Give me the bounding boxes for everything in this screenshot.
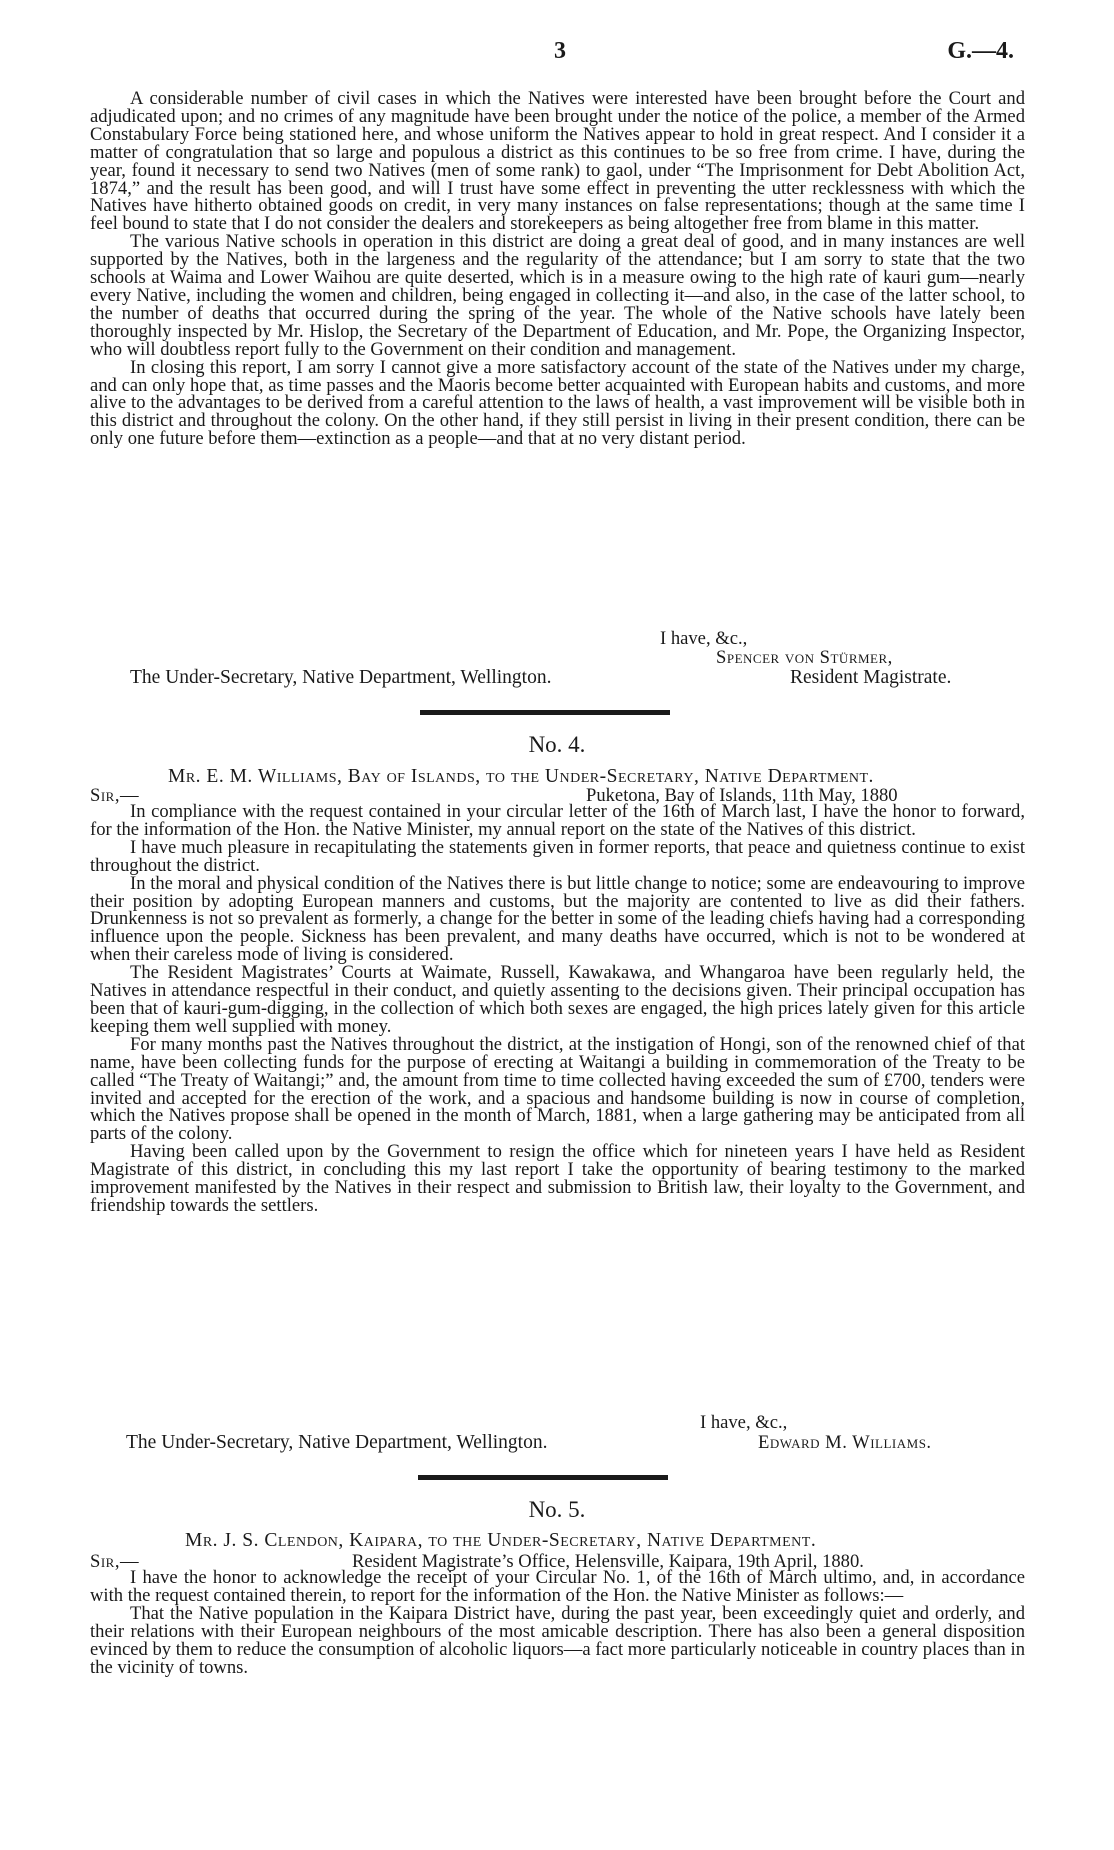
section-divider <box>418 1475 668 1480</box>
paragraph: I have much pleasure in recapitulating the statements given in former reports, that peace and quietness continue to exist throughout the district. <box>90 836 1025 876</box>
salutation: Sir,— <box>90 785 140 806</box>
paragraph: A considerable number of civil cases in which the Natives were interested have been brought before the Court and adjudicated upon; and no crimes of any magnitude have been brought under the notice of the police, a member of the Armed Constabulary Force being stationed here, and whose uniform the Natives appear to hold in great respect. And I consider it a matter of congratulation that so large and populous a district as this continues to be so free from crime. I have, during the year, found it necessary to send two Natives (men of some rank) to gaol, under “The Imprisonment for Debt Abolition Act, 1874,” and the result has been good, and will I trust have some effect in preventing the utter recklessness with which the Natives have hitherto obtained goods on credit, in very many instances on false representations; though at the same time I feel bound to state that I do not consider the dealers and storekeepers as being altogether free from blame in this matter. <box>90 88 1025 235</box>
paragraph: In closing this report, I am sorry I cannot give a more satisfactory account of the state of the Natives under my charge, and can only hope that, as time passes and the Maoris become better acquainted with European habits and customs, and more alive to the advantages to be derived from a careful attention to the laws of health, a vast improvement will be visible both in this district and throughout the colony. On the other hand, if they still persist in living in their present condition, there can be only one future before them—extinction as a people—and that at no very distant period. <box>90 356 1025 450</box>
addressee: The Under-Secretary, Native Department, Wellington. <box>130 667 552 688</box>
page-header <box>0 38 1114 70</box>
place-date: Resident Magistrate’s Office, Helensville, Kaipara, 19th April, 1880. <box>352 1551 864 1572</box>
letter-heading: Mr. J. S. Clendon, Kaipara, to the Under-Secretary, Native Department. <box>185 1530 817 1551</box>
page-number: 3 <box>554 38 566 64</box>
paragraph: Having been called upon by the Government to resign the office which for nineteen years I have held as Resident Magistrate of this district, in concluding this my last report I take the opportunity of bearing testimony to the marked improvement manifested by the Natives in their respect and submission to British law, their loyalty to the Government, and friendship towards the settlers. <box>90 1141 1025 1216</box>
closing-line: I have, &c., <box>660 628 748 649</box>
paragraph: In compliance with the request contained in your circular letter of the 16th of March last, I have the honor to forward, for the information of the Hon. the Native Minister, my annual report on the state of the Natives of this district. <box>90 801 1025 840</box>
section-divider <box>420 710 670 715</box>
place-date: Puketona, Bay of Islands, 11th May, 1880 <box>586 785 898 806</box>
paragraph: In the moral and physical condition of the Natives there is but little change to notice; some are endeavouring to improve their position by adopting European manners and customs, but the majority are contented to live as did their fathers. Drunkenness is not so prevalent as formerly, a change for the better in some of the leading chiefs having had a corresponding influence upon the people. Sickness has been prevalent, and many deaths have occurred, which is not to be wondered at when their careless mode of living is considered. <box>90 872 1025 966</box>
addressee: The Under-Secretary, Native Department, Wellington. <box>126 1432 548 1453</box>
report-no5-body <box>90 1569 1025 1676</box>
section-number: No. 5. <box>528 1497 586 1522</box>
signatory-title: Resident Magistrate. <box>790 667 952 688</box>
signature: Edward M. Williams. <box>758 1432 932 1453</box>
letter-heading-text: Mr. E. M. Williams, Bay of Islands, to the Under-Secretary, Native Department. <box>168 766 874 787</box>
salutation: Sir,— <box>90 1551 140 1572</box>
paragraph: The various Native schools in operation in this district are doing a great deal of good, and in many instances are well supported by the Natives, both in the largeness and the regularity of the attendance; but I am sorry to state that the two schools at Waima and Lower Waihou are quite deserted, which is in a measure owing to the high rate of kauri gum—nearly every Native, including the women and children, being engaged in collecting it—and also, in the case of the latter school, to the number of deaths that occurred during the spring of the year. The whole of the Native schools have lately been thoroughly inspected by Mr. Hislop, the Secretary of the Department of Education, and Mr. Pope, the Organizing Inspector, who will doubtless report fully to the Government on their condition and management. <box>90 231 1025 360</box>
document-code: G.—4. <box>947 38 1014 64</box>
report-no4-body <box>90 803 1025 1215</box>
paragraph: The Resident Magistrates’ Courts at Waimate, Russell, Kawakawa, and Whangaroa have been regularly held, the Natives in attendance respectful in their conduct, and quietly assenting to the decisions given. Their principal occupation has been that of kauri-gum-digging, in the collection of which both sexes are engaged, the high prices lately given for this article keeping them well supplied with money. <box>90 962 1025 1037</box>
paragraph: For many months past the Natives throughout the district, at the instigation of Hongi, son of the renowned chief of that name, have been collecting funds for the purpose of erecting at Waitangi a building in commemoration of the Treaty to be called “The Treaty of Waitangi;” and, the amount from time to time collected having exceeded the sum of £700, tenders were invited and accepted for the erection of the work, and a spacious and handsome building is now in course of completion, which the Natives propose shall be opened in the month of March, 1881, when a large gathering may be anticipated from all parts of the colony. <box>90 1033 1025 1145</box>
closing-line: I have, &c., <box>700 1412 788 1433</box>
paragraph: I have the honor to acknowledge the receipt of your Circular No. 1, of the 16th of March ultimo, and, in accordance with the request contained therein, to report for the information of the Hon. the Native Minister as follows:— <box>90 1567 1025 1606</box>
report-continuation <box>90 90 1025 448</box>
signature: Spencer von Stürmer, <box>716 647 893 668</box>
section-number: No. 4. <box>528 732 586 757</box>
paragraph: That the Native population in the Kaipara District have, during the past year, been exceedingly quiet and orderly, and their relations with their European neighbours of the most amicable description. There has also been a general disposition evinced by them to reduce the consumption of alcoholic liquors—a fact more particularly noticeable in country places than in the vicinity of towns. <box>90 1602 1025 1678</box>
